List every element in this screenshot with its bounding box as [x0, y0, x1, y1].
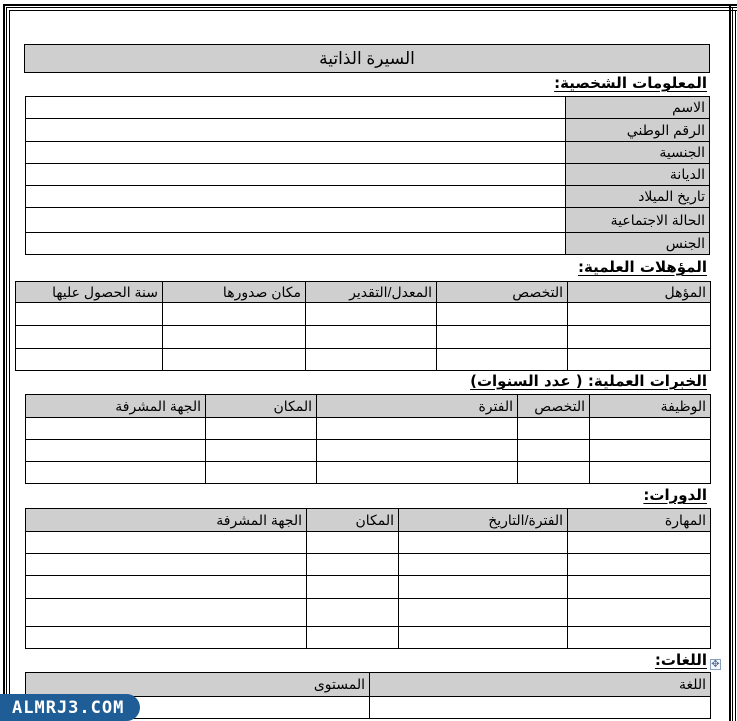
field-label-national-id: الرقم الوطني	[566, 119, 710, 142]
table-cell[interactable]	[163, 349, 306, 371]
column-header: الجهة المشرفة	[26, 509, 307, 532]
table-cell[interactable]	[518, 462, 590, 484]
field-label-marital-status: الحالة الاجتماعية	[566, 208, 710, 233]
site-watermark	[0, 694, 140, 721]
field-label-nationality: الجنسية	[566, 142, 710, 164]
table-cell[interactable]	[518, 418, 590, 440]
table-row	[16, 303, 711, 326]
table-cell[interactable]	[590, 418, 711, 440]
table-row	[26, 627, 711, 649]
table-header-row	[26, 673, 711, 697]
experience-heading: الخبرات العملية: ( عدد السنوات)	[470, 372, 707, 390]
languages-heading: اللغات:	[654, 651, 707, 669]
field-label-gender: الجنس	[566, 233, 710, 255]
table-row	[16, 349, 711, 371]
field-label-birth-date: تاريخ الميلاد	[566, 186, 710, 208]
table-row	[16, 326, 711, 349]
table-cell[interactable]	[568, 576, 711, 599]
table-cell[interactable]	[590, 440, 711, 462]
table-cell[interactable]	[163, 326, 306, 349]
column-header: سنة الحصول عليها	[16, 282, 163, 303]
column-header: الفترة/التاريخ	[399, 509, 568, 532]
personal-info-table	[25, 96, 710, 255]
table-cell[interactable]	[317, 418, 518, 440]
table-cell[interactable]	[399, 599, 568, 627]
document-title	[24, 44, 710, 73]
table-cell[interactable]	[306, 349, 437, 371]
watermark-text: ALMRJ3.COM	[12, 697, 125, 718]
table-cell[interactable]	[26, 440, 206, 462]
table-cell[interactable]	[518, 440, 590, 462]
personal-info-row	[26, 142, 710, 164]
table-cell[interactable]	[306, 303, 437, 326]
document-title-text: السيرة الذاتية	[319, 48, 415, 68]
table-cell[interactable]	[16, 326, 163, 349]
table-row	[26, 532, 711, 554]
table-header-row	[26, 395, 711, 418]
field-input-marital-status[interactable]	[26, 208, 566, 233]
table-cell[interactable]	[399, 627, 568, 649]
table-cell[interactable]	[26, 418, 206, 440]
table-cell[interactable]	[568, 627, 711, 649]
field-input-national-id[interactable]	[26, 119, 566, 142]
page-border	[735, 10, 736, 721]
table-cell[interactable]	[26, 532, 307, 554]
table-cell[interactable]	[437, 326, 568, 349]
table-cell[interactable]	[26, 554, 307, 576]
column-header: التخصص	[437, 282, 568, 303]
personal-info-row	[26, 119, 710, 142]
table-cell[interactable]	[306, 326, 437, 349]
table-cell[interactable]	[399, 576, 568, 599]
table-cell[interactable]	[26, 627, 307, 649]
courses-heading: الدورات:	[643, 486, 707, 504]
table-cell[interactable]	[206, 418, 317, 440]
table-cell[interactable]	[26, 462, 206, 484]
field-label-religion: الديانة	[566, 164, 710, 186]
table-cell[interactable]	[307, 554, 399, 576]
table-row	[26, 462, 711, 484]
table-row	[26, 576, 711, 599]
table-cell[interactable]	[437, 303, 568, 326]
personal-info-heading: المعلومات الشخصية:	[554, 74, 707, 92]
column-header: الوظيفة	[590, 395, 711, 418]
table-cell[interactable]	[206, 440, 317, 462]
table-header-row	[26, 509, 711, 532]
table-cell[interactable]	[307, 627, 399, 649]
column-header: الجهة المشرفة	[26, 395, 206, 418]
experience-table	[25, 394, 711, 484]
personal-info-row	[26, 164, 710, 186]
courses-table	[25, 508, 711, 649]
qualifications-table	[15, 281, 711, 371]
personal-info-row	[26, 186, 710, 208]
table-row	[26, 418, 711, 440]
table-cell[interactable]	[163, 303, 306, 326]
table-cell[interactable]	[26, 599, 307, 627]
table-cell[interactable]	[568, 599, 711, 627]
table-cell[interactable]	[568, 349, 711, 371]
table-cell[interactable]	[16, 303, 163, 326]
column-header: المكان	[206, 395, 317, 418]
column-header: مكان صدورها	[163, 282, 306, 303]
column-header: المؤهل	[568, 282, 711, 303]
field-input-birth-date[interactable]	[26, 186, 566, 208]
column-header: اللغة	[370, 673, 711, 697]
table-cell[interactable]	[568, 532, 711, 554]
personal-info-row	[26, 233, 710, 255]
personal-info-row	[26, 97, 710, 119]
column-header: الفترة	[317, 395, 518, 418]
table-cell[interactable]	[317, 440, 518, 462]
table-cell[interactable]	[307, 532, 399, 554]
column-header: المعدل/التقدير	[306, 282, 437, 303]
table-cell[interactable]	[16, 349, 163, 371]
table-cell[interactable]	[437, 349, 568, 371]
table-cell[interactable]	[399, 532, 568, 554]
column-header: المكان	[307, 509, 399, 532]
table-cell[interactable]	[26, 576, 307, 599]
column-header: التخصص	[518, 395, 590, 418]
table-cell[interactable]	[568, 326, 711, 349]
table-cell[interactable]	[317, 462, 518, 484]
field-input-name[interactable]	[26, 97, 566, 119]
column-header: المستوى	[26, 673, 370, 697]
table-cell[interactable]	[568, 554, 711, 576]
table-cell[interactable]	[206, 462, 317, 484]
move-icon: ✥	[711, 659, 720, 670]
field-input-religion[interactable]	[26, 164, 566, 186]
table-cell[interactable]	[568, 303, 711, 326]
table-cell[interactable]	[307, 576, 399, 599]
field-label-name: الاسم	[566, 97, 710, 119]
table-cell[interactable]	[590, 462, 711, 484]
qualifications-heading: المؤهلات العلمية:	[578, 258, 707, 276]
table-move-handle[interactable]	[710, 659, 721, 670]
field-input-nationality[interactable]	[26, 142, 566, 164]
page-border	[732, 7, 733, 721]
table-cell[interactable]	[370, 697, 711, 719]
field-input-gender[interactable]	[26, 233, 566, 255]
table-cell[interactable]	[399, 554, 568, 576]
table-row	[26, 599, 711, 627]
personal-info-row	[26, 208, 710, 233]
page-border	[729, 4, 731, 721]
table-row	[26, 554, 711, 576]
table-row	[26, 440, 711, 462]
column-header: المهارة	[568, 509, 711, 532]
table-header-row	[16, 282, 711, 303]
table-cell[interactable]	[307, 599, 399, 627]
